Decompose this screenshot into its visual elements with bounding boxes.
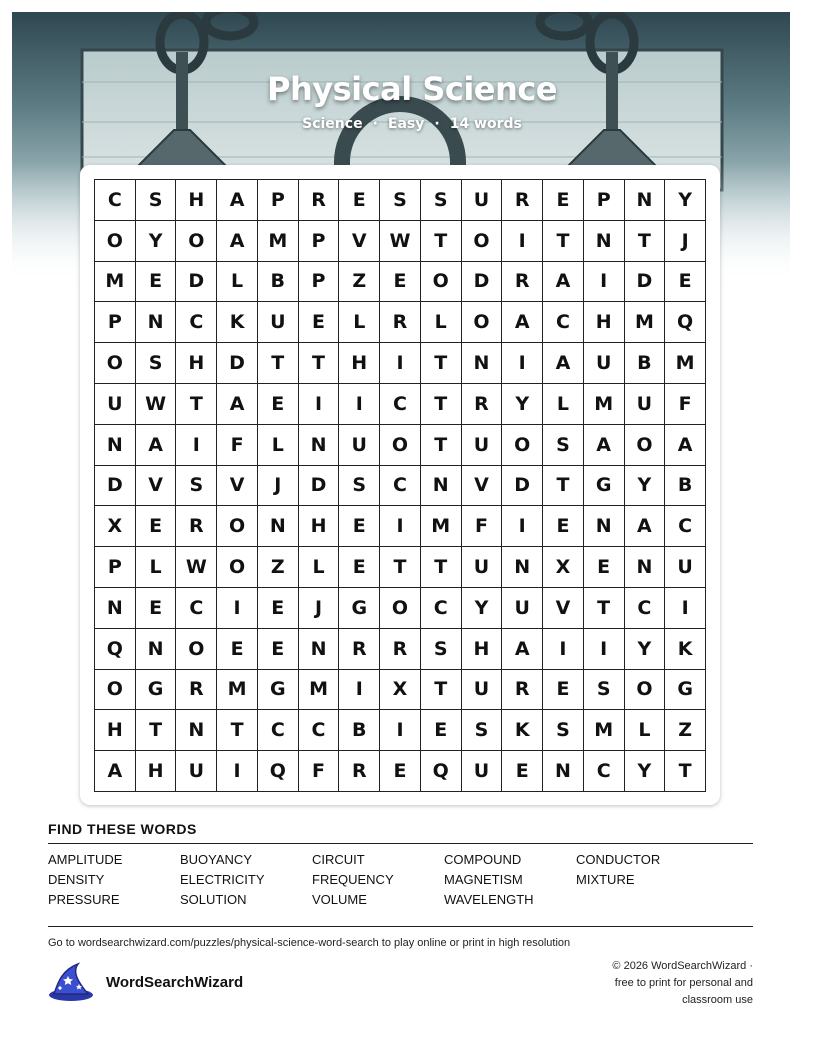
- grid-cell[interactable]: G: [136, 670, 177, 711]
- grid-cell[interactable]: N: [584, 221, 625, 262]
- grid-cell[interactable]: H: [584, 302, 625, 343]
- grid-cell[interactable]: R: [380, 302, 421, 343]
- grid-cell[interactable]: D: [217, 343, 258, 384]
- word-list-item: MIXTURE: [576, 872, 635, 887]
- grid-cell[interactable]: I: [217, 588, 258, 629]
- grid-cell[interactable]: D: [95, 466, 136, 507]
- grid-cell[interactable]: I: [584, 629, 625, 670]
- grid-cell[interactable]: O: [625, 670, 666, 711]
- grid-cell[interactable]: C: [421, 588, 462, 629]
- grid-cell[interactable]: X: [543, 547, 584, 588]
- grid-cell[interactable]: Y: [625, 466, 666, 507]
- grid-cell[interactable]: U: [462, 547, 503, 588]
- grid-cell[interactable]: E: [380, 751, 421, 792]
- grid-cell[interactable]: T: [421, 221, 462, 262]
- grid-cell[interactable]: I: [543, 629, 584, 670]
- grid-cell[interactable]: U: [258, 302, 299, 343]
- grid-cell[interactable]: M: [299, 670, 340, 711]
- grid-cell[interactable]: C: [176, 302, 217, 343]
- grid-cell[interactable]: O: [462, 302, 503, 343]
- grid-cell[interactable]: E: [136, 588, 177, 629]
- meta-separator: ·: [434, 116, 440, 132]
- wizard-hat-icon: [48, 962, 94, 1002]
- grid-cell[interactable]: C: [176, 588, 217, 629]
- grid-cell[interactable]: A: [543, 343, 584, 384]
- brand-name: WordSearchWizard: [106, 973, 244, 991]
- grid-cell[interactable]: E: [665, 262, 706, 303]
- word-list-item: WAVELENGTH: [444, 892, 534, 907]
- grid-cell[interactable]: A: [543, 262, 584, 303]
- grid-cell[interactable]: L: [625, 710, 666, 751]
- grid-cell[interactable]: R: [339, 629, 380, 670]
- grid-cell[interactable]: F: [462, 506, 503, 547]
- grid-cell[interactable]: D: [176, 262, 217, 303]
- grid-cell[interactable]: H: [299, 506, 340, 547]
- grid-cell[interactable]: R: [462, 384, 503, 425]
- word-list-item: CIRCUIT: [312, 852, 365, 867]
- word-list-item: SOLUTION: [180, 892, 247, 907]
- grid-cell[interactable]: R: [339, 751, 380, 792]
- grid-cell[interactable]: N: [502, 547, 543, 588]
- grid-cell[interactable]: Y: [462, 588, 503, 629]
- grid-cell[interactable]: E: [258, 588, 299, 629]
- word-list-item: BUOYANCY: [180, 852, 252, 867]
- word-list-heading: FIND THESE WORDS: [48, 821, 197, 837]
- grid-cell[interactable]: L: [217, 262, 258, 303]
- grid-cell[interactable]: D: [462, 262, 503, 303]
- grid-cell[interactable]: V: [339, 221, 380, 262]
- grid-cell[interactable]: N: [625, 547, 666, 588]
- grid-cell[interactable]: N: [258, 506, 299, 547]
- puzzle-meta: [12, 116, 790, 132]
- grid-cell[interactable]: E: [339, 180, 380, 221]
- grid-cell[interactable]: S: [176, 466, 217, 507]
- grid-cell[interactable]: K: [217, 302, 258, 343]
- grid-cell[interactable]: E: [339, 506, 380, 547]
- grid-cell[interactable]: H: [176, 343, 217, 384]
- grid-cell[interactable]: P: [95, 547, 136, 588]
- word-count-label: 14 words: [449, 116, 522, 132]
- grid-cell[interactable]: N: [299, 629, 340, 670]
- grid-cell[interactable]: M: [95, 262, 136, 303]
- grid-cell[interactable]: N: [299, 425, 340, 466]
- grid-cell[interactable]: L: [299, 547, 340, 588]
- grid-cell[interactable]: Q: [665, 302, 706, 343]
- grid-cell[interactable]: T: [421, 343, 462, 384]
- grid-cell[interactable]: R: [380, 629, 421, 670]
- grid-cell[interactable]: O: [176, 221, 217, 262]
- grid-cell[interactable]: X: [380, 670, 421, 711]
- grid-cell[interactable]: Y: [625, 629, 666, 670]
- grid-cell[interactable]: R: [502, 670, 543, 711]
- copyright-line: classroom use: [682, 994, 753, 1006]
- grid-cell[interactable]: G: [258, 670, 299, 711]
- grid-cell[interactable]: A: [625, 506, 666, 547]
- puzzle-title: Physical Science: [267, 70, 557, 108]
- grid-cell[interactable]: S: [380, 180, 421, 221]
- grid-cell[interactable]: B: [339, 710, 380, 751]
- grid-cell[interactable]: C: [299, 710, 340, 751]
- grid-cell[interactable]: S: [136, 343, 177, 384]
- grid-cell[interactable]: T: [421, 425, 462, 466]
- grid-cell[interactable]: S: [584, 670, 625, 711]
- word-list: [48, 852, 753, 908]
- grid-cell[interactable]: U: [502, 588, 543, 629]
- grid-cell[interactable]: A: [502, 302, 543, 343]
- grid-cell[interactable]: E: [543, 506, 584, 547]
- grid-cell[interactable]: G: [584, 466, 625, 507]
- copyright-notice: [553, 958, 753, 1009]
- grid-cell[interactable]: V: [136, 466, 177, 507]
- grid-cell[interactable]: O: [217, 506, 258, 547]
- brand[interactable]: [48, 962, 243, 1002]
- grid-cell[interactable]: T: [380, 547, 421, 588]
- grid-cell[interactable]: P: [258, 180, 299, 221]
- grid-cell[interactable]: N: [462, 343, 503, 384]
- grid-cell[interactable]: S: [421, 180, 462, 221]
- grid-cell[interactable]: R: [299, 180, 340, 221]
- grid-cell[interactable]: E: [136, 262, 177, 303]
- category-label: Science: [302, 116, 363, 132]
- grid-cell[interactable]: U: [95, 384, 136, 425]
- grid-cell[interactable]: Z: [258, 547, 299, 588]
- grid-cell[interactable]: Y: [502, 384, 543, 425]
- grid-cell[interactable]: H: [95, 710, 136, 751]
- grid-cell[interactable]: P: [584, 180, 625, 221]
- grid-cell[interactable]: H: [176, 180, 217, 221]
- grid-cell[interactable]: C: [543, 302, 584, 343]
- grid-cell[interactable]: U: [339, 425, 380, 466]
- word-list-item: MAGNETISM: [444, 872, 523, 887]
- grid-cell[interactable]: B: [258, 262, 299, 303]
- grid-cell[interactable]: Q: [258, 751, 299, 792]
- grid-cell[interactable]: I: [176, 425, 217, 466]
- grid-cell[interactable]: J: [665, 221, 706, 262]
- grid-cell[interactable]: E: [421, 710, 462, 751]
- grid-cell[interactable]: K: [502, 710, 543, 751]
- grid-cell[interactable]: R: [176, 506, 217, 547]
- grid-cell[interactable]: O: [217, 547, 258, 588]
- grid-cell[interactable]: I: [217, 751, 258, 792]
- grid-cell[interactable]: T: [421, 547, 462, 588]
- grid-cell[interactable]: E: [584, 547, 625, 588]
- grid-cell[interactable]: S: [339, 466, 380, 507]
- grid-cell[interactable]: G: [339, 588, 380, 629]
- grid-cell[interactable]: O: [380, 588, 421, 629]
- grid-cell[interactable]: C: [95, 180, 136, 221]
- grid-cell[interactable]: E: [299, 302, 340, 343]
- grid-cell[interactable]: T: [136, 710, 177, 751]
- grid-cell[interactable]: D: [502, 466, 543, 507]
- grid-cell[interactable]: F: [217, 425, 258, 466]
- copyright-line: free to print for personal and: [614, 977, 753, 989]
- grid-cell[interactable]: U: [584, 343, 625, 384]
- word-list-item: VOLUME: [312, 892, 367, 907]
- grid-cell[interactable]: U: [462, 751, 503, 792]
- grid-cell[interactable]: I: [502, 343, 543, 384]
- grid-cell[interactable]: T: [543, 466, 584, 507]
- grid-cell[interactable]: I: [380, 343, 421, 384]
- grid-cell[interactable]: R: [502, 262, 543, 303]
- grid-cell[interactable]: T: [543, 221, 584, 262]
- grid-cell[interactable]: H: [339, 343, 380, 384]
- grid-cell[interactable]: A: [665, 425, 706, 466]
- grid-cell[interactable]: S: [543, 425, 584, 466]
- grid-cell[interactable]: E: [543, 670, 584, 711]
- grid-cell[interactable]: I: [380, 710, 421, 751]
- grid-cell[interactable]: U: [176, 751, 217, 792]
- grid-cell[interactable]: E: [339, 547, 380, 588]
- grid-cell[interactable]: K: [665, 629, 706, 670]
- grid-cell[interactable]: T: [299, 343, 340, 384]
- divider: [48, 926, 753, 927]
- grid-cell[interactable]: S: [543, 710, 584, 751]
- grid-cell[interactable]: Y: [625, 751, 666, 792]
- grid-cell[interactable]: C: [665, 506, 706, 547]
- grid-cell[interactable]: U: [665, 547, 706, 588]
- grid-cell[interactable]: A: [136, 425, 177, 466]
- grid-cell[interactable]: J: [299, 588, 340, 629]
- divider: [48, 843, 753, 844]
- grid-cell[interactable]: U: [462, 180, 503, 221]
- grid-cell[interactable]: U: [462, 670, 503, 711]
- grid-cell[interactable]: M: [665, 343, 706, 384]
- grid-cell[interactable]: I: [502, 221, 543, 262]
- grid-cell[interactable]: M: [584, 710, 625, 751]
- word-list-item: FREQUENCY: [312, 872, 394, 887]
- word-list-item: AMPLITUDE: [48, 852, 123, 867]
- grid-cell[interactable]: O: [95, 343, 136, 384]
- grid-cell[interactable]: A: [217, 221, 258, 262]
- grid-cell[interactable]: B: [625, 343, 666, 384]
- word-list-item: PRESSURE: [48, 892, 120, 907]
- grid-cell[interactable]: J: [258, 466, 299, 507]
- grid-cell[interactable]: X: [95, 506, 136, 547]
- grid-cell[interactable]: E: [258, 384, 299, 425]
- grid-cell[interactable]: W: [380, 221, 421, 262]
- grid-cell[interactable]: N: [95, 425, 136, 466]
- grid-cell[interactable]: O: [462, 221, 503, 262]
- grid-cell[interactable]: V: [217, 466, 258, 507]
- grid-cell[interactable]: W: [136, 384, 177, 425]
- grid-cell[interactable]: G: [665, 670, 706, 711]
- grid-cell[interactable]: N: [95, 588, 136, 629]
- grid-cell[interactable]: I: [339, 384, 380, 425]
- grid-cell[interactable]: I: [339, 670, 380, 711]
- grid-cell[interactable]: O: [421, 262, 462, 303]
- grid-cell[interactable]: T: [665, 751, 706, 792]
- grid-cell[interactable]: N: [584, 506, 625, 547]
- grid-cell[interactable]: Y: [665, 180, 706, 221]
- grid-cell[interactable]: Y: [136, 221, 177, 262]
- grid-cell[interactable]: I: [299, 384, 340, 425]
- grid-cell[interactable]: Q: [95, 629, 136, 670]
- grid-cell[interactable]: P: [299, 262, 340, 303]
- grid-cell[interactable]: I: [665, 588, 706, 629]
- difficulty-label: Easy: [387, 116, 425, 132]
- word-list-item: ELECTRICITY: [180, 872, 265, 887]
- grid-cell[interactable]: M: [625, 302, 666, 343]
- grid-cell[interactable]: N: [136, 302, 177, 343]
- grid-cell[interactable]: O: [95, 221, 136, 262]
- word-list-item: COMPOUND: [444, 852, 522, 867]
- grid-cell[interactable]: U: [462, 425, 503, 466]
- grid-cell[interactable]: T: [584, 588, 625, 629]
- grid-cell[interactable]: L: [339, 302, 380, 343]
- grid-cell[interactable]: T: [258, 343, 299, 384]
- grid-cell[interactable]: T: [421, 670, 462, 711]
- grid-cell[interactable]: T: [625, 221, 666, 262]
- grid-cell[interactable]: A: [217, 384, 258, 425]
- word-list-item: CONDUCTOR: [576, 852, 661, 867]
- grid-cell[interactable]: H: [136, 751, 177, 792]
- grid-cell[interactable]: Z: [665, 710, 706, 751]
- grid-cell[interactable]: E: [502, 751, 543, 792]
- grid-cell[interactable]: F: [665, 384, 706, 425]
- grid-cell[interactable]: S: [136, 180, 177, 221]
- grid-cell[interactable]: Z: [339, 262, 380, 303]
- meta-separator: ·: [372, 116, 378, 132]
- grid-cell[interactable]: C: [584, 751, 625, 792]
- grid-cell[interactable]: A: [584, 425, 625, 466]
- grid-cell[interactable]: S: [421, 629, 462, 670]
- play-online-link[interactable]: Go to wordsearchwizard.com/puzzles/physical-science-word-search to play online or print in high resolution: [48, 937, 571, 949]
- grid-cell[interactable]: T: [217, 710, 258, 751]
- grid-cell[interactable]: N: [176, 710, 217, 751]
- grid-cell[interactable]: M: [258, 221, 299, 262]
- grid-cell[interactable]: A: [217, 180, 258, 221]
- letter-grid: [94, 179, 706, 792]
- grid-cell[interactable]: L: [421, 302, 462, 343]
- grid-cell[interactable]: W: [176, 547, 217, 588]
- grid-cell[interactable]: T: [421, 384, 462, 425]
- grid-cell[interactable]: R: [502, 180, 543, 221]
- grid-cell[interactable]: E: [380, 262, 421, 303]
- grid-cell[interactable]: D: [625, 262, 666, 303]
- grid-cell[interactable]: C: [380, 466, 421, 507]
- grid-cell[interactable]: O: [176, 629, 217, 670]
- grid-cell[interactable]: O: [625, 425, 666, 466]
- grid-cell[interactable]: T: [176, 384, 217, 425]
- grid-cell[interactable]: L: [543, 384, 584, 425]
- grid-cell[interactable]: O: [95, 670, 136, 711]
- grid-cell[interactable]: O: [380, 425, 421, 466]
- grid-cell[interactable]: V: [543, 588, 584, 629]
- grid-cell[interactable]: A: [95, 751, 136, 792]
- grid-cell[interactable]: M: [217, 670, 258, 711]
- grid-cell[interactable]: L: [258, 425, 299, 466]
- grid-cell[interactable]: N: [625, 180, 666, 221]
- grid-cell[interactable]: S: [462, 710, 503, 751]
- grid-cell[interactable]: C: [258, 710, 299, 751]
- grid-cell[interactable]: E: [217, 629, 258, 670]
- grid-cell[interactable]: M: [584, 384, 625, 425]
- grid-cell[interactable]: C: [380, 384, 421, 425]
- grid-cell[interactable]: U: [625, 384, 666, 425]
- grid-cell[interactable]: O: [502, 425, 543, 466]
- grid-cell[interactable]: E: [136, 506, 177, 547]
- grid-cell[interactable]: M: [421, 506, 462, 547]
- grid-cell[interactable]: E: [543, 180, 584, 221]
- grid-cell[interactable]: E: [258, 629, 299, 670]
- grid-cell[interactable]: C: [625, 588, 666, 629]
- grid-cell[interactable]: P: [299, 221, 340, 262]
- grid-cell[interactable]: I: [502, 506, 543, 547]
- grid-cell[interactable]: N: [136, 629, 177, 670]
- word-list-item: DENSITY: [48, 872, 105, 887]
- grid-cell[interactable]: N: [421, 466, 462, 507]
- copyright-line: © 2026 WordSearchWizard ·: [612, 960, 753, 972]
- grid-cell[interactable]: F: [299, 751, 340, 792]
- grid-cell[interactable]: V: [462, 466, 503, 507]
- grid-cell[interactable]: A: [502, 629, 543, 670]
- grid-cell[interactable]: Q: [421, 751, 462, 792]
- grid-cell[interactable]: D: [299, 466, 340, 507]
- grid-cell[interactable]: N: [543, 751, 584, 792]
- grid-cell[interactable]: H: [462, 629, 503, 670]
- grid-cell[interactable]: I: [584, 262, 625, 303]
- grid-cell[interactable]: L: [136, 547, 177, 588]
- grid-cell[interactable]: I: [380, 506, 421, 547]
- grid-cell[interactable]: R: [176, 670, 217, 711]
- grid-cell[interactable]: B: [665, 466, 706, 507]
- grid-cell[interactable]: P: [95, 302, 136, 343]
